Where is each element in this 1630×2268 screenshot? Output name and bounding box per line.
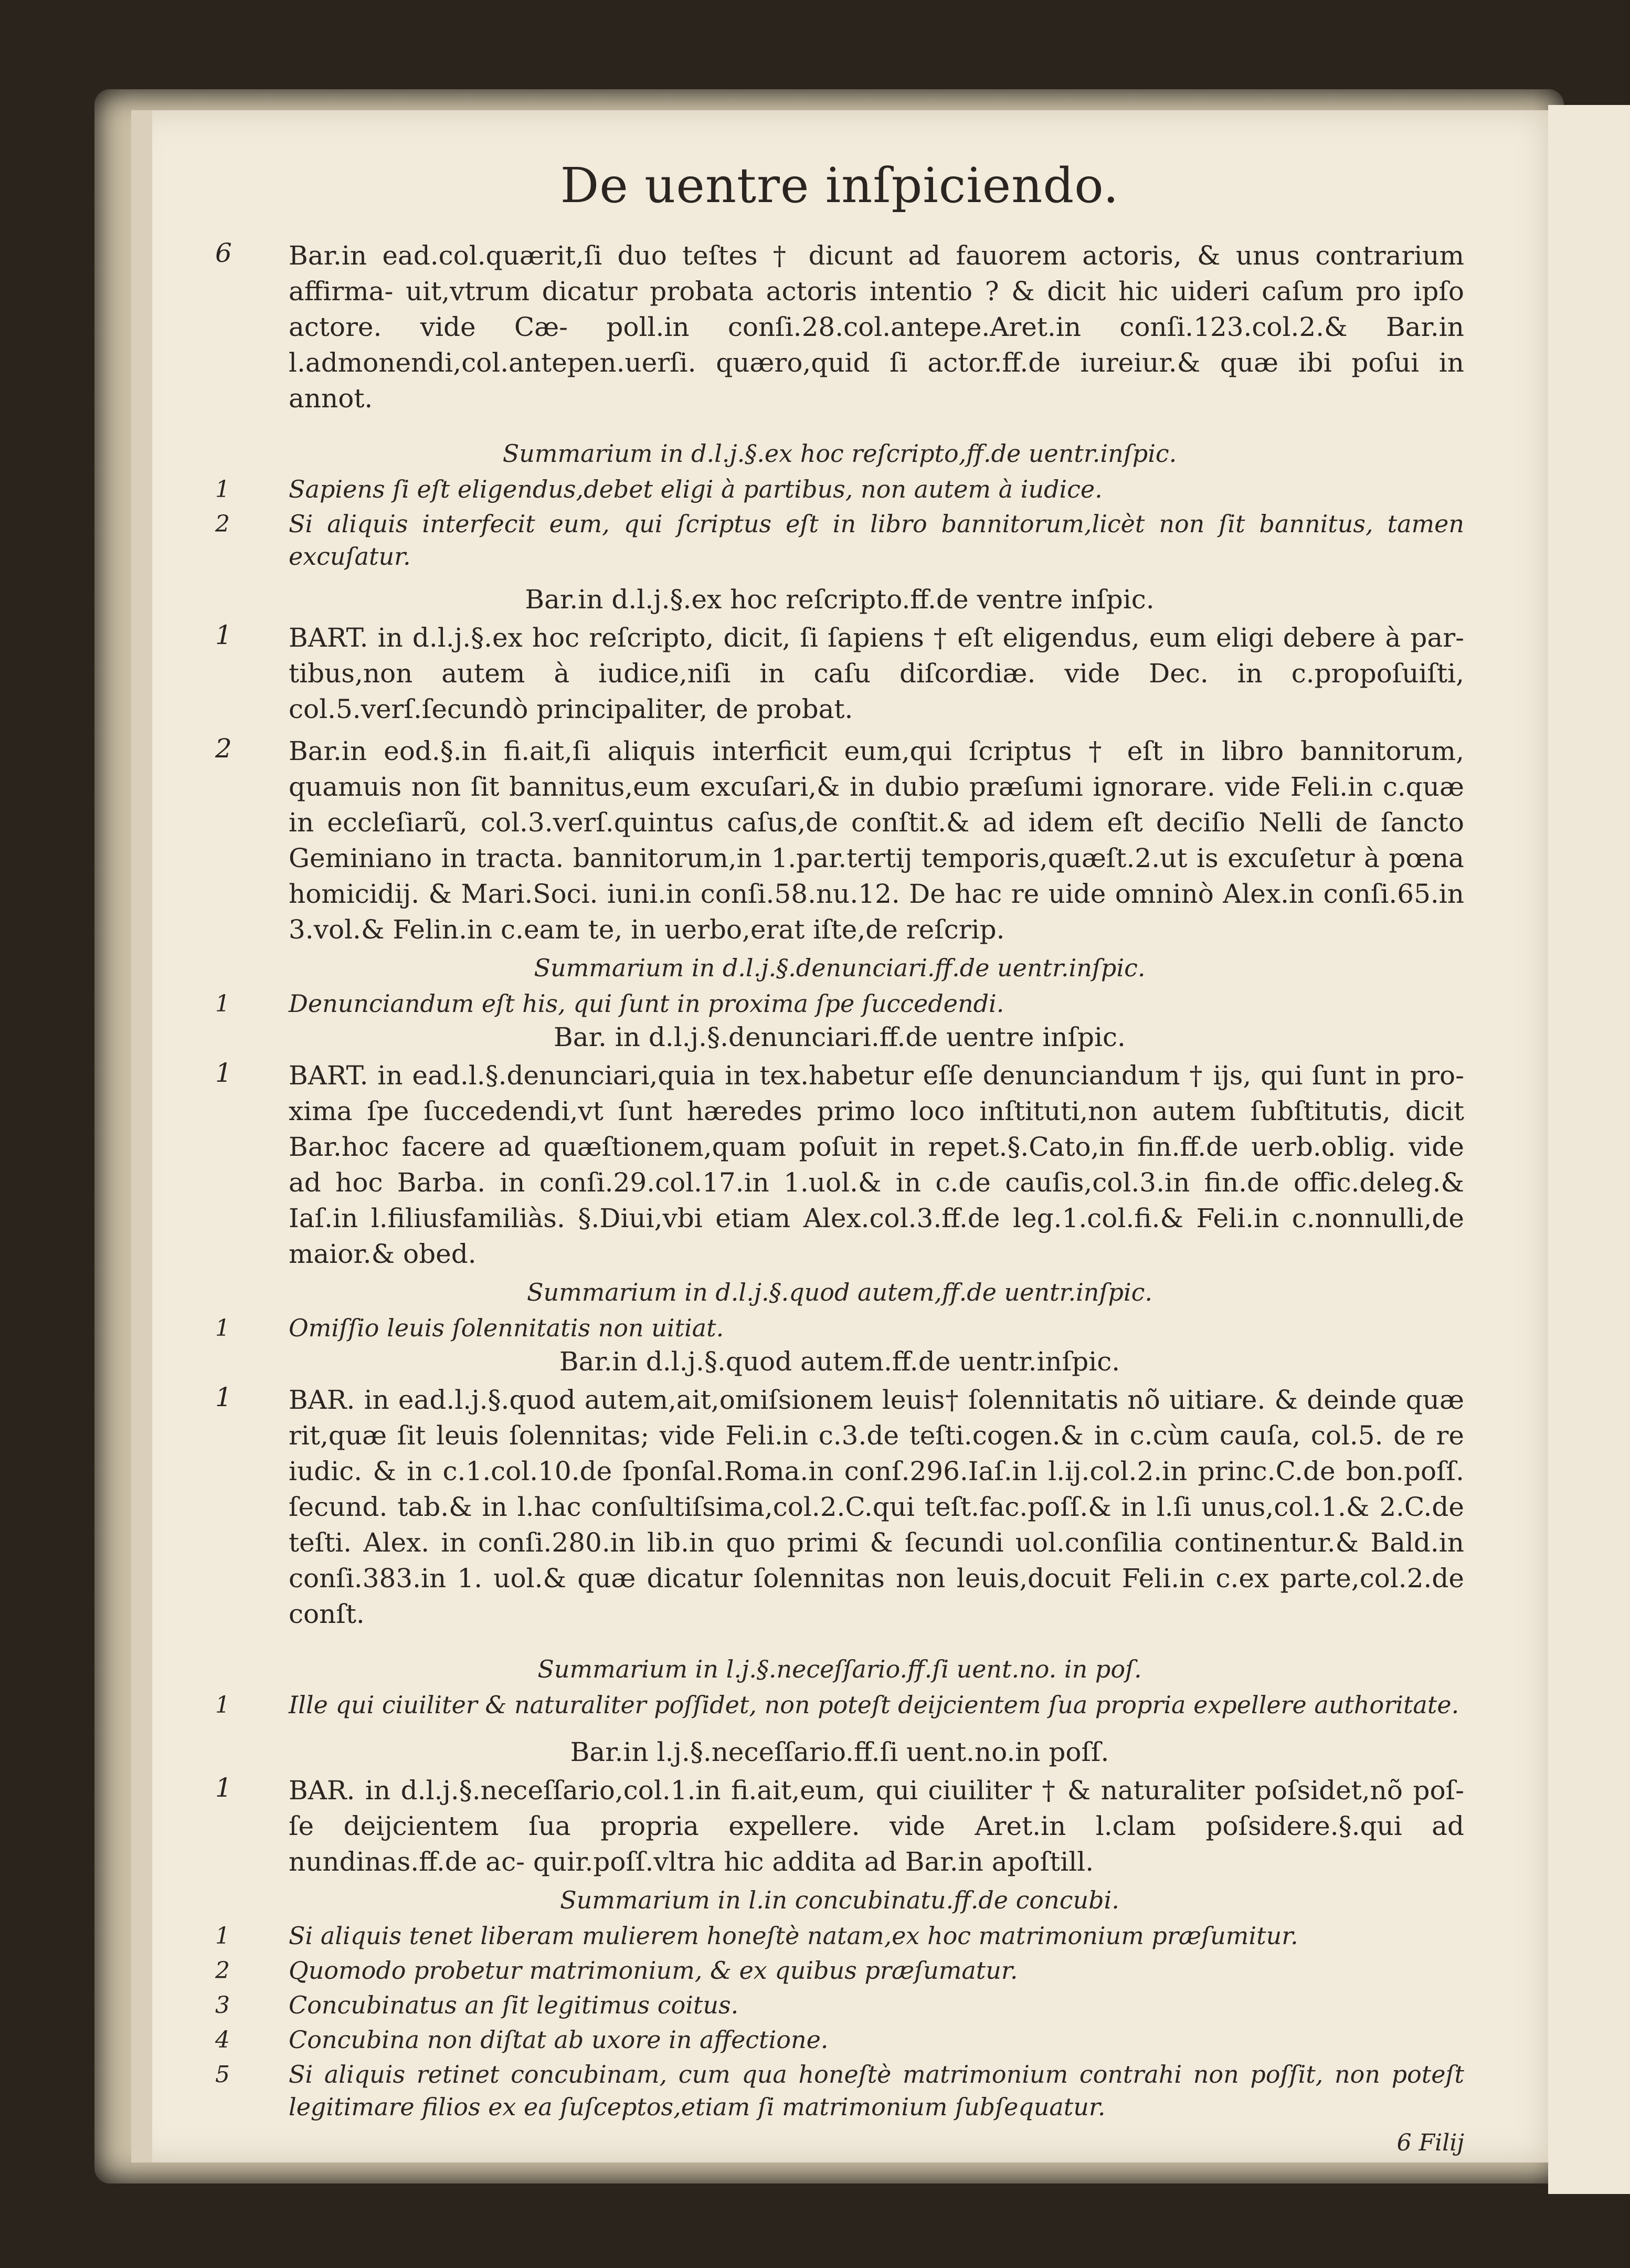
- section: [215, 439, 1464, 947]
- summary-text: Si aliquis tenet liberam mulierem honeſtè natam,ex hoc matrimonium præſumitur.: [289, 1922, 1298, 1950]
- summary-item: [215, 1312, 1464, 1344]
- section-heading: Bar.in d.l.j.§.ex hoc reſcripto.ff.de ventre inſpic.: [525, 584, 1155, 615]
- paragraph-number: 1: [215, 620, 232, 650]
- top-paragraph: [215, 238, 1464, 416]
- paragraph-text: Bar.in ead.col.quærit,ſi duo teſtes † dicunt ad fauorem actoris, & unus contrarium affirma- uit,vtrum dicatur probata actoris intentio ? & dicit hic uideri caſum pro ipſo actore. vide Cæ- poll.in conſi.28.col.antepe.Aret.in conſi.123.col.2.& Bar.in l.admonendi,col.antepen.uerſi. quæro,quid ſi actor.ff.de iureiur.& quæ ibi poſui in annot.: [289, 240, 1464, 414]
- summary-text: Concubina non diſtat ab uxore in affectione.: [289, 2026, 829, 2054]
- paragraph-number: 2: [215, 733, 232, 764]
- summary-number: 1: [215, 990, 230, 1017]
- summary-item: [215, 1689, 1464, 1721]
- summary-text: Si aliquis interfecit eum, qui ſcriptus eſt in libro bannitorum,licèt non ſit bannitus, tamen excuſatur.: [289, 510, 1464, 571]
- summary-item: [215, 1919, 1464, 1952]
- summary-title: Summarium in l.j.§.neceſſario.ff.ſi uent.no. in poſ.: [537, 1655, 1142, 1683]
- summary-number: 1: [215, 1315, 230, 1342]
- summary-title: Summarium in d.l.j.§.ex hoc reſcripto,ff.de uentr.inſpic.: [502, 439, 1177, 468]
- page-content: [215, 157, 1464, 2156]
- commentary-paragraph: [215, 620, 1464, 727]
- commentary-paragraph: [215, 1773, 1464, 1880]
- summary-item: [215, 2023, 1464, 2056]
- summary-item: [215, 1989, 1464, 2021]
- paragraph-text: BART. in ead.l.§.denunciari,quia in tex.habetur eſſe denunciandum † ijs, qui ſunt in pro- xima ſpe ſuccedendi,vt ſunt hæredes primo loco inſtituti,non autem ſubſtitutis, dicit Bar.hoc facere ad quæſtionem,quam poſuit in repet.§.Cato,in fin.ff.de uerb.oblig. vide ad hoc Barba. in conſi.29.col.17.in 1.uol.& in c.de cauſis,col.3.in fin.de offic.deleg.& Iaſ.in l.filiusfamiliàs. §.Diui,vbi etiam Alex.col.3.ff.de leg.1.col.fi.& Feli.in c.nonnulli,de maior.& obed.: [289, 1060, 1464, 1269]
- paragraph-text: BAR. in d.l.j.§.neceſſario,col.1.in fi.ait,eum, qui ciuiliter † & naturaliter poſsidet,nõ poſ- ſe deijcientem ſua propria expellere. vide Aret.in l.clam poſsidere.§.qui ad nundinas.ff.de ac- quir.poſſ.vltra hic addita ad Bar.in apoſtill.: [289, 1775, 1464, 1877]
- catchword: 6 Filij: [1396, 2129, 1464, 2156]
- summary-item: [215, 2058, 1464, 2123]
- paragraph-number: 6: [215, 238, 232, 268]
- summary-text: Sapiens ſi eſt eligendus,debet eligi à partibus, non autem à iudice.: [289, 475, 1103, 503]
- running-head: De uentre inſpiciendo.: [560, 157, 1119, 214]
- section: [215, 1655, 1464, 1880]
- section-heading: Bar. in d.l.j.§.denunciari.ff.de uentre inſpic.: [554, 1022, 1126, 1052]
- section: [215, 1886, 1464, 2123]
- summary-item: [215, 1954, 1464, 1987]
- summary-item: [215, 473, 1464, 505]
- summary-text: Ille qui ciuiliter & naturaliter poſſidet, non poteſt deijcientem ſua propria expellere authoritate.: [289, 1691, 1459, 1719]
- summary-number: 2: [215, 1957, 230, 1984]
- paragraph-text: Bar.in eod.§.in fi.ait,ſi aliquis interficit eum,qui ſcriptus † eſt in libro bannitorum, quamuis non ſit bannitus,eum excuſari,& in dubio præſumi ignorare. vide Feli.in c.quæ in eccleſiarũ, col.3.verſ.quintus caſus,de conſtit.& ad idem eſt deciſio Nelli de ſancto Geminiano in tracta. bannitorum,in 1.par.tertij temporis,quæſt.2.ut is excuſetur à pœna homicidij. & Mari.Soci. iuni.in conſi.58.nu.12. De hac re uide omninò Alex.in conſi.65.in 3.vol.& Felin.in c.eam te, in uerbo,erat iſte,de reſcrip.: [289, 736, 1464, 945]
- paragraph-number: 1: [215, 1382, 232, 1412]
- section-heading: Bar.in l.j.§.neceſſario.ff.ſi uent.no.in poſſ.: [570, 1737, 1109, 1767]
- summary-number: 4: [215, 2027, 230, 2053]
- summary-text: Concubinatus an ſit legitimus coitus.: [289, 1991, 739, 2019]
- summary-text: Quomodo probetur matrimonium, & ex quibus præſumatur.: [289, 1956, 1018, 1985]
- paragraph-text: BAR. in ead.l.j.§.quod autem,ait,omiſsionem leuis† ſolennitatis nõ uitiare. & deinde quæ rit,quæ ſit leuis ſolennitas; vide Feli.in c.3.de teſti.cogen.& in c.cùm cauſa, col.5. de re iudic. & in c.1.col.10.de ſponſal.Roma.in conſ.296.Iaſ.in l.ij.col.2.in princ.C.de bon.poſſ. ſecund. tab.& in l.hac conſultiſsima,col.2.C.qui teſt.fac.poſſ.& in l.ſi unus,col.1.& 2.C.de teſti. Alex. in conſi.280.in lib.in quo primi & ſecundi uol.conſilia continentur.& Bald.in conſi.383.in 1. uol.& quæ dicatur ſolennitas non leuis,docuit Feli.in c.ex parte,col.2.de conſt.: [289, 1385, 1464, 1629]
- summary-number: 2: [215, 511, 230, 537]
- summary-text: Denunciandum eſt his, qui ſunt in proxima ſpe ſuccedendi.: [289, 989, 1004, 1018]
- summary-title: Summarium in d.l.j.§.quod autem,ff.de uentr.inſpic.: [526, 1278, 1152, 1306]
- summary-text: Si aliquis retinet concubinam, cum qua honeſtè matrimonium contrahi non poſſit, non poteſt legitimare filios ex ea ſuſceptos,etiam ſi matrimonium ſubſequatur.: [289, 2060, 1464, 2121]
- commentary-paragraph: [215, 1382, 1464, 1632]
- summary-number: 1: [215, 1923, 230, 1949]
- summary-number: 3: [215, 1992, 230, 2019]
- section: [215, 1278, 1464, 1632]
- paragraph-number: 1: [215, 1058, 232, 1088]
- summary-item: [215, 508, 1464, 573]
- summary-number: 1: [215, 476, 230, 503]
- section-heading: Bar.in d.l.j.§.quod autem.ff.de uentr.inſpic.: [559, 1346, 1120, 1377]
- adjacent-page-edge: [1548, 105, 1630, 2194]
- paragraph-text: BART. in d.l.j.§.ex hoc reſcripto, dicit, ſi ſapiens † eſt eligendus, eum eligi debere à par- tibus,non autem à iudice,niſi in caſu diſcordiæ. vide Dec. in c.propoſuiſti, col.5.verſ.ſecundò principaliter, de probat.: [289, 623, 1464, 724]
- summary-title: Summarium in l.in concubinatu.ff.de concubi.: [560, 1886, 1119, 1914]
- section: [215, 954, 1464, 1272]
- commentary-paragraph: [215, 1058, 1464, 1272]
- summary-title: Summarium in d.l.j.§.denunciari.ff.de uentr.inſpic.: [534, 954, 1146, 982]
- commentary-paragraph: [215, 733, 1464, 947]
- summary-number: 5: [215, 2061, 230, 2088]
- summary-number: 1: [215, 1692, 230, 1718]
- summary-text: Omiſſio leuis ſolennitatis non uitiat.: [289, 1314, 724, 1342]
- paragraph-number: 1: [215, 1773, 232, 1803]
- summary-item: [215, 987, 1464, 1020]
